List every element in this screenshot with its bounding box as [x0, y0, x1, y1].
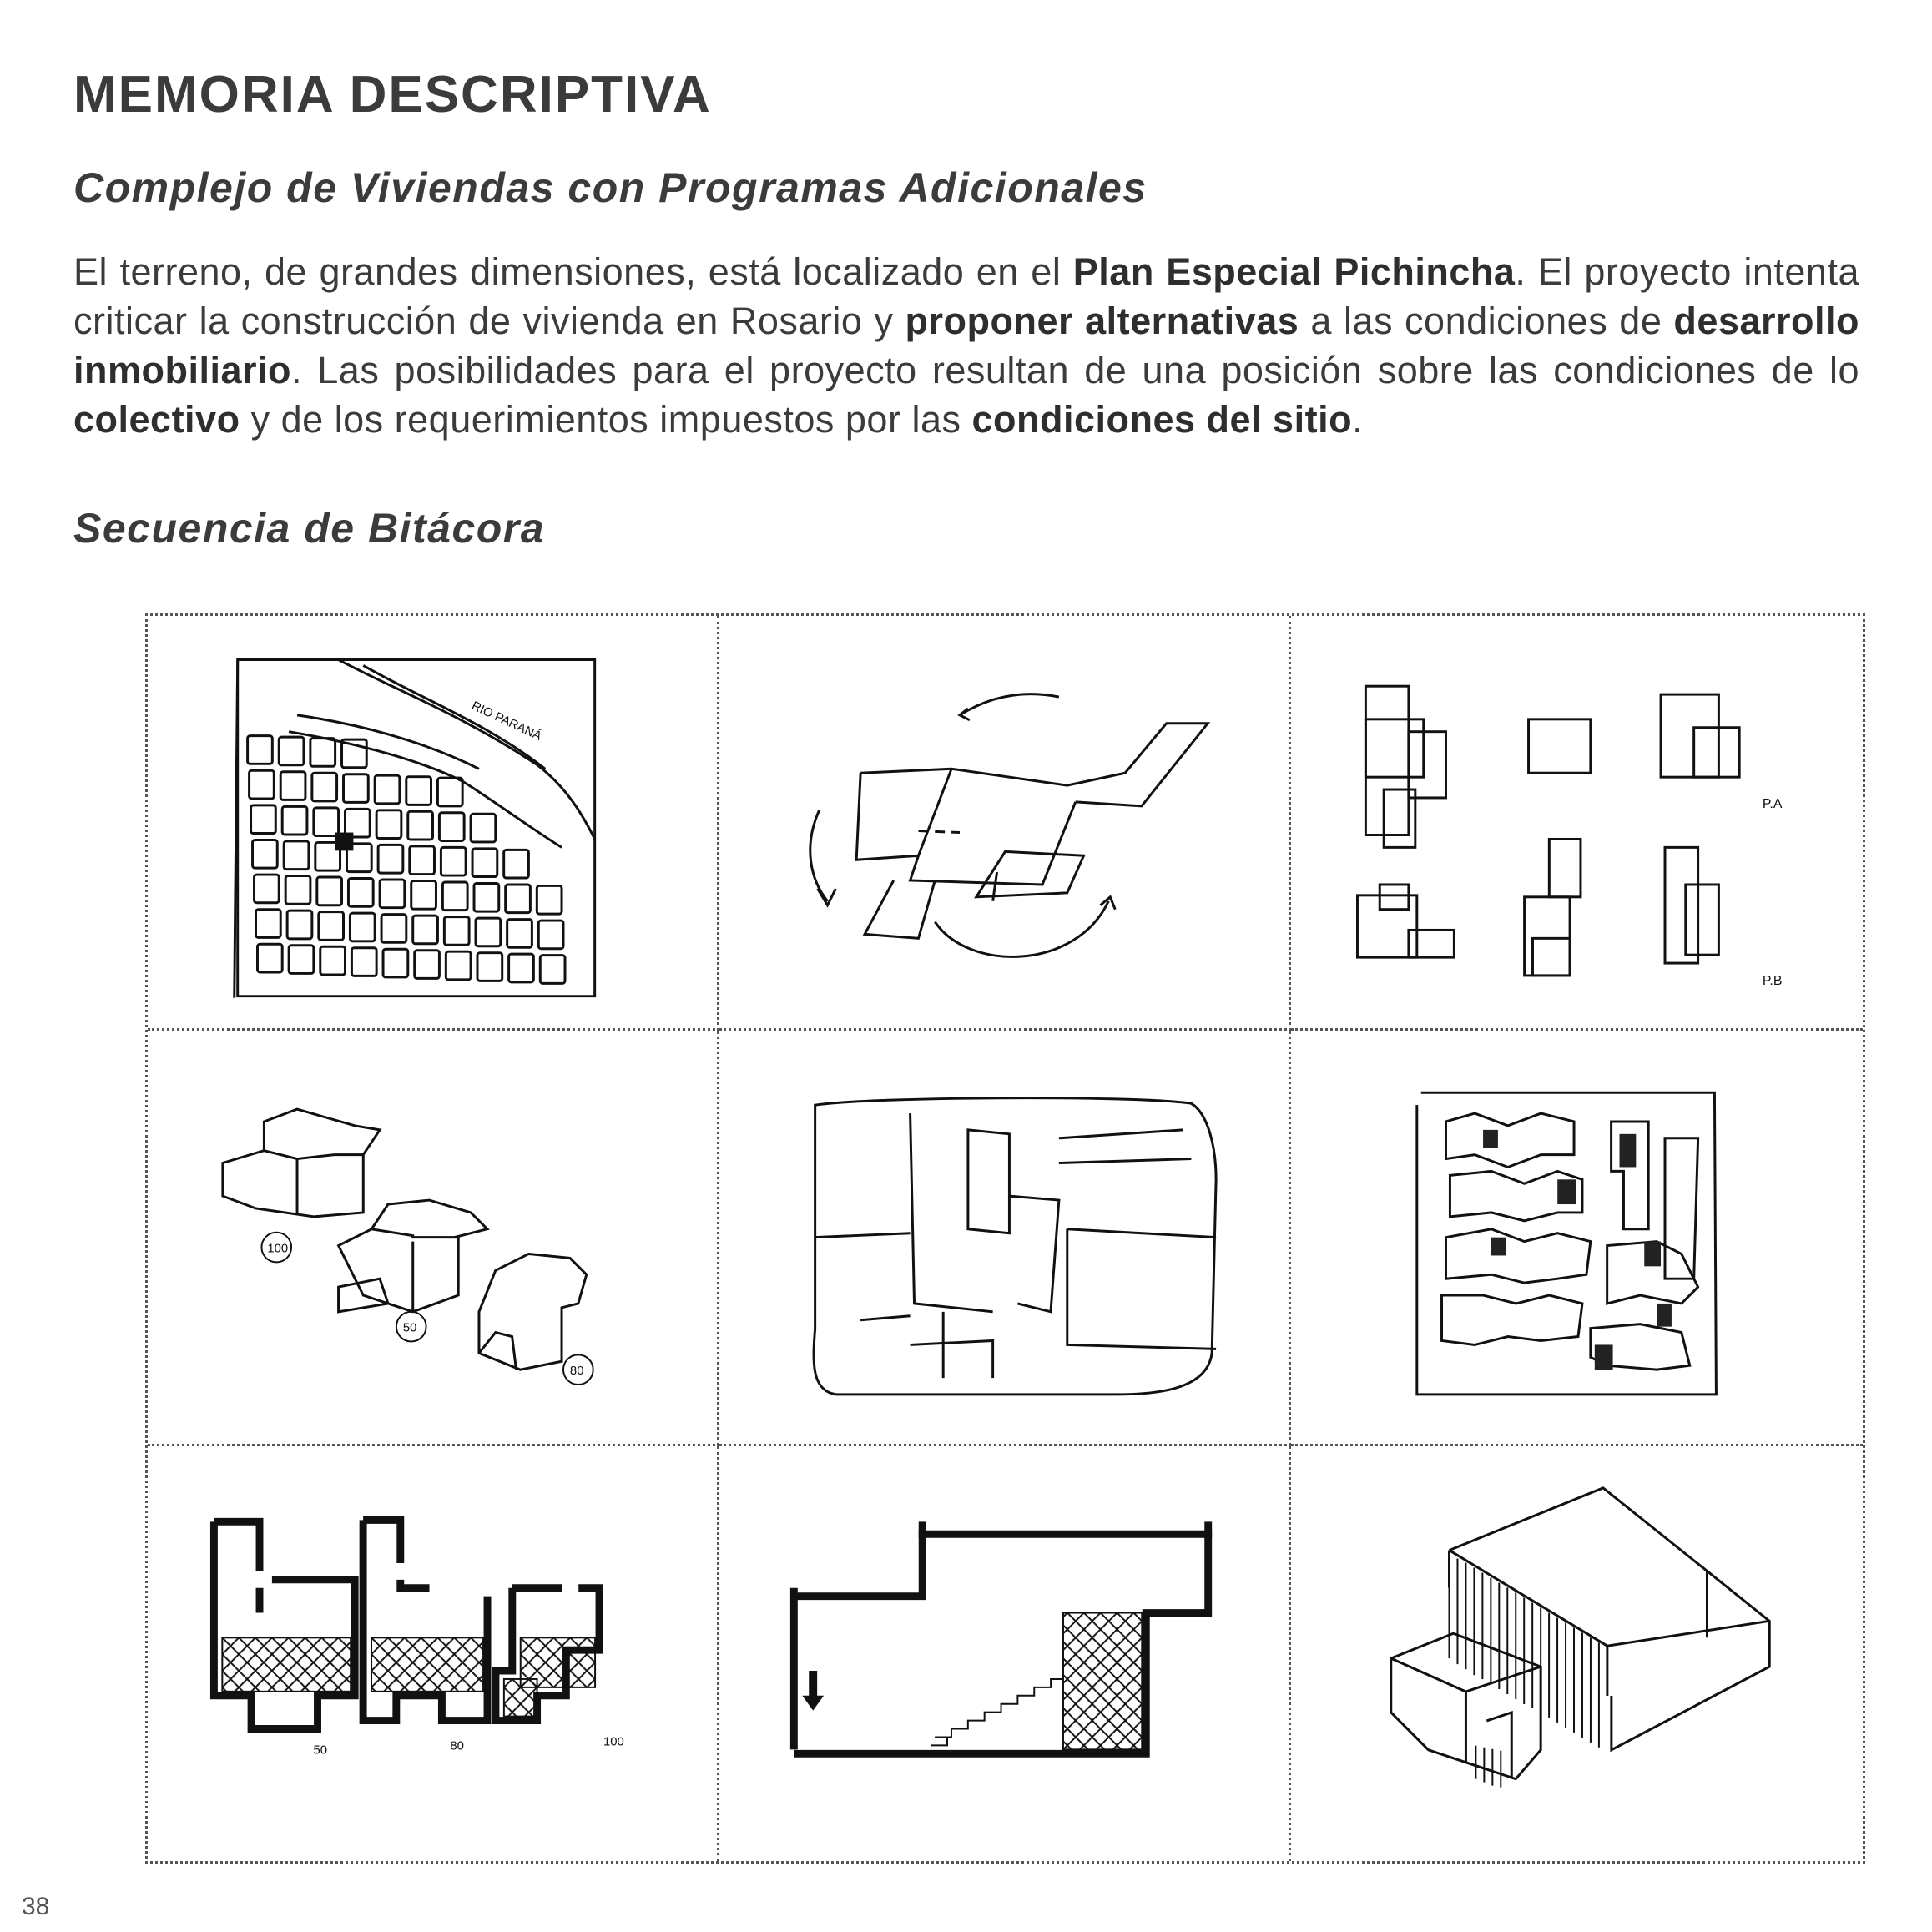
body-text: . Las posibilidades para el proyecto resultan de una posición sobre las condiciones de lo	[291, 349, 1859, 391]
volumes-drawing	[148, 1031, 717, 1443]
concept-drawing	[719, 616, 1289, 1028]
highlight-colectivo: colectivo	[73, 398, 240, 441]
page-subtitle: Complejo de Viviendas con Programas Adicionales	[73, 164, 1148, 211]
highlight-plan-especial: Plan Especial Pichincha	[1072, 250, 1516, 293]
sketch-isometric	[1291, 1446, 1863, 1861]
section-title: Secuencia de Bitácora	[73, 505, 546, 552]
unit-label-80: 80	[450, 1738, 464, 1753]
body-text: .	[1352, 398, 1364, 441]
site-map-drawing	[148, 616, 717, 1028]
sketch-site-layout	[1291, 1031, 1863, 1445]
sketch-concept	[719, 616, 1291, 1031]
sketch-section	[719, 1446, 1291, 1861]
body-text: . El proyecto intenta criticar la construcción de vivienda en Rosario y	[73, 250, 1859, 342]
sketch-volumes	[148, 1031, 719, 1445]
sketch-site-map	[148, 616, 719, 1031]
sketch-aggregation	[719, 1031, 1291, 1445]
isometric-drawing	[1291, 1446, 1863, 1861]
river-label: RIO PARANÁ	[469, 699, 544, 744]
page-number: 38	[22, 1893, 50, 1920]
section-drawing	[719, 1446, 1289, 1861]
volume-label-50: 50	[402, 1321, 417, 1335]
highlight-proponer-alternativas: proponer alternativas	[905, 300, 1299, 342]
site-marker	[335, 833, 354, 851]
unit-label-50: 50	[313, 1743, 328, 1757]
description-paragraph	[73, 247, 1859, 444]
body-text: El terreno, de grandes dimensiones, está localizado en el	[73, 250, 1073, 293]
sketch-grid	[145, 613, 1865, 1864]
unit-label-100: 100	[603, 1735, 624, 1749]
plans-drawing	[1291, 616, 1863, 1028]
volume-label-80: 80	[569, 1365, 584, 1379]
body-text: a las condiciones de	[1299, 300, 1674, 342]
site-layout-drawing	[1291, 1031, 1863, 1443]
sketch-unit-plans	[148, 1446, 719, 1861]
highlight-condiciones-sitio: condiciones del sitio	[971, 398, 1353, 441]
page-title: MEMORIA DESCRIPTIVA	[73, 66, 712, 124]
sketch-plans	[1291, 616, 1863, 1031]
volume-label-100: 100	[267, 1242, 289, 1256]
body-text: y de los requerimientos impuestos por las	[240, 398, 972, 441]
aggregation-drawing	[719, 1031, 1289, 1443]
ground-floor-label: P.B	[1762, 973, 1783, 988]
highlight-desarrollo-inmobiliario: desarrollo inmobiliario	[73, 300, 1859, 391]
upper-floor-label: P.A	[1762, 796, 1783, 811]
unit-plans-drawing	[148, 1446, 717, 1861]
